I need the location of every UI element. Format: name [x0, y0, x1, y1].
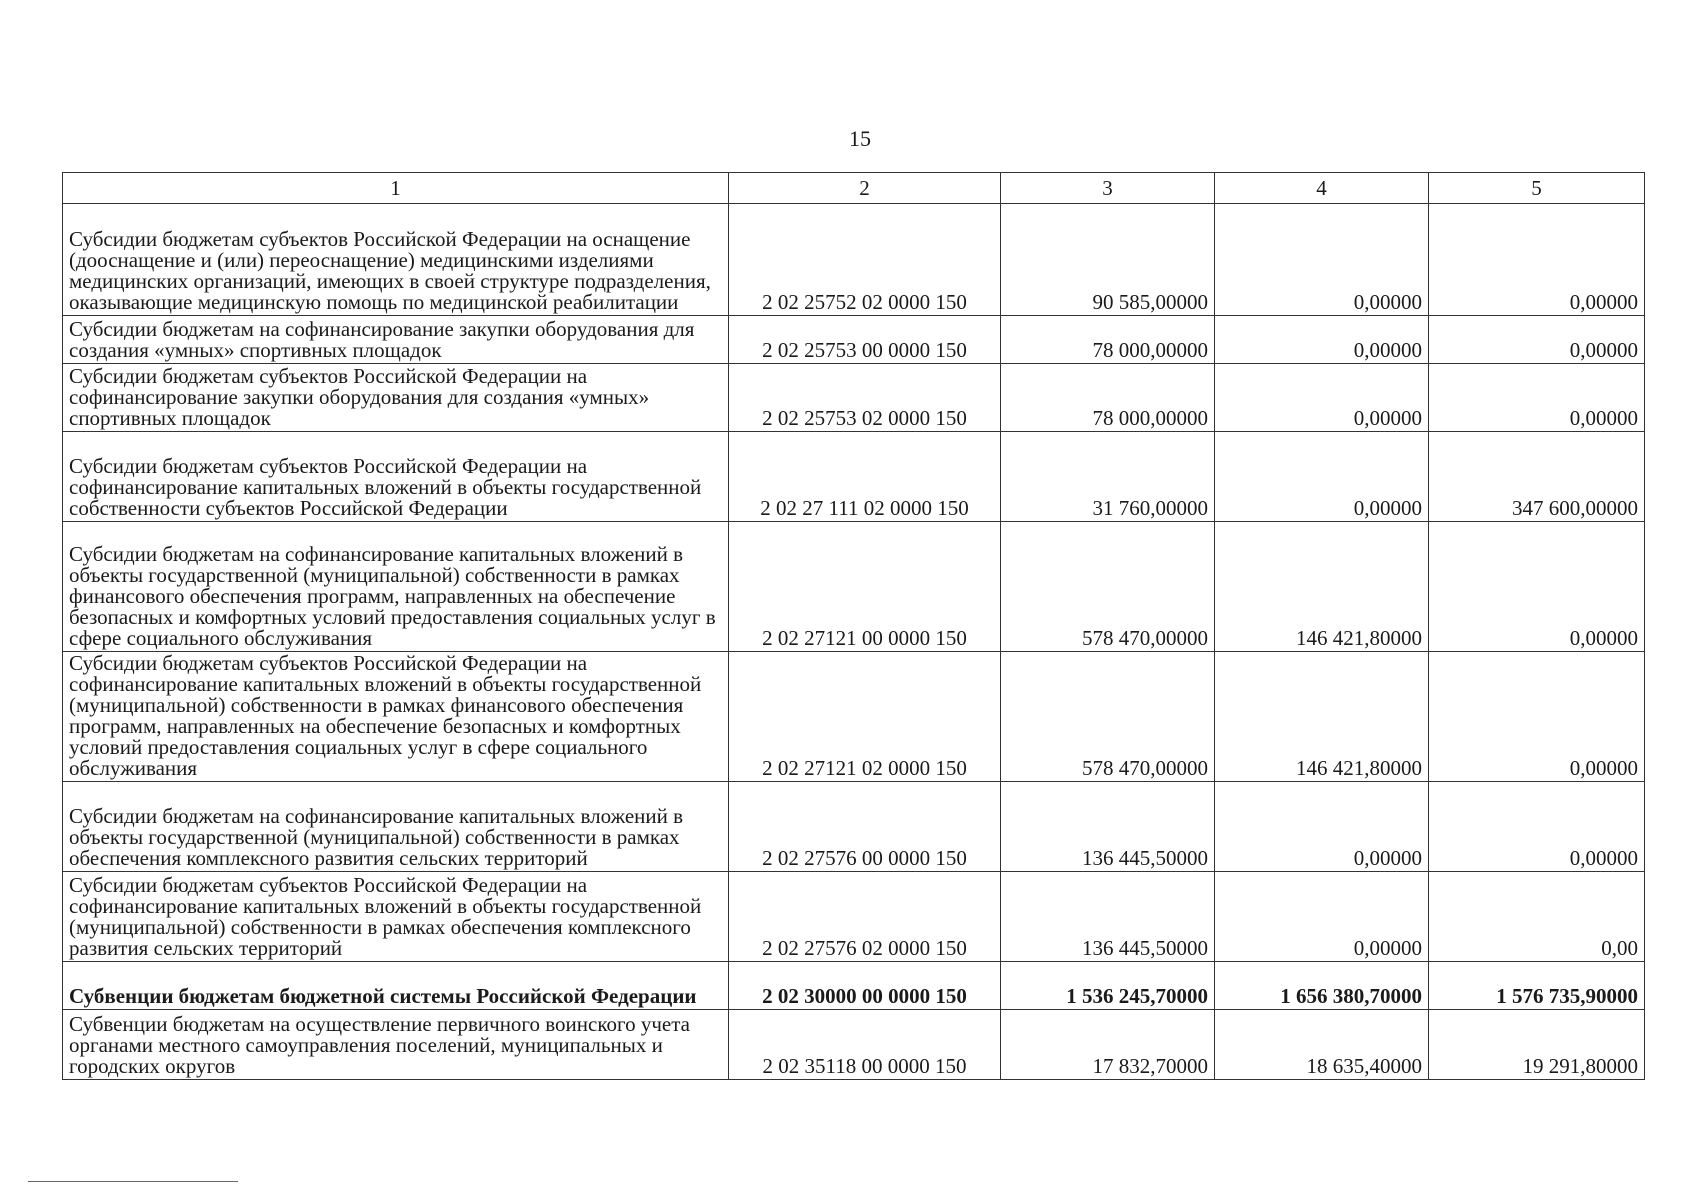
row-code: 2 02 27576 02 0000 150 — [729, 872, 1001, 962]
row-value-col5: 19 291,80000 — [1429, 1010, 1645, 1080]
table-row — [63, 364, 1645, 432]
row-value-col4: 0,00000 — [1215, 316, 1429, 364]
table-row — [63, 204, 1645, 316]
row-code: 2 02 27576 00 0000 150 — [729, 782, 1001, 872]
budget-revenue-table — [62, 172, 1645, 1080]
row-value-col3: 17 832,70000 — [1001, 1010, 1215, 1080]
table-row — [63, 316, 1645, 364]
table-row — [63, 962, 1645, 1010]
row-value-col3: 78 000,00000 — [1001, 316, 1215, 364]
row-value-col3: 136 445,50000 — [1001, 872, 1215, 962]
row-description: Субсидии бюджетам субъектов Российской Федерации на софинансирование капитальных вложений в объекты государственной (муниципальной) собственности в рамках финансового обеспечения программ, направленных на обеспечение безопасных и комфортных условий предоставления социальных услуг в сфере социального обслуживания — [63, 652, 729, 782]
row-code: 2 02 25753 00 0000 150 — [729, 316, 1001, 364]
row-value-col3: 136 445,50000 — [1001, 782, 1215, 872]
table-header-row — [63, 173, 1645, 204]
row-value-col4: 1 656 380,70000 — [1215, 962, 1429, 1010]
table-row — [63, 782, 1645, 872]
row-value-col3: 578 470,00000 — [1001, 522, 1215, 652]
row-value-col3: 578 470,00000 — [1001, 652, 1215, 782]
row-code: 2 02 25753 02 0000 150 — [729, 364, 1001, 432]
column-header: 5 — [1429, 173, 1645, 204]
row-value-col5: 0,00000 — [1429, 782, 1645, 872]
row-code: 2 02 27121 00 0000 150 — [729, 522, 1001, 652]
row-value-col4: 0,00000 — [1215, 782, 1429, 872]
row-value-col5: 0,00000 — [1429, 316, 1645, 364]
row-value-col4: 0,00000 — [1215, 364, 1429, 432]
column-header: 3 — [1001, 173, 1215, 204]
row-value-col3: 90 585,00000 — [1001, 204, 1215, 316]
row-value-col5: 0,00000 — [1429, 522, 1645, 652]
row-description: Субсидии бюджетам на софинансирование закупки оборудования для создания «умных» спортивных площадок — [63, 316, 729, 364]
column-header: 2 — [729, 173, 1001, 204]
table-row — [63, 522, 1645, 652]
column-header: 1 — [63, 173, 729, 204]
row-value-col4: 18 635,40000 — [1215, 1010, 1429, 1080]
table-row — [63, 872, 1645, 962]
row-value-col3: 78 000,00000 — [1001, 364, 1215, 432]
row-description: Субсидии бюджетам субъектов Российской Федерации на софинансирование капитальных вложений в объекты государственной (муниципальной) собственности в рамках обеспечения комплексного развития сельских территорий — [63, 872, 729, 962]
row-value-col5: 0,00000 — [1429, 364, 1645, 432]
row-value-col5: 1 576 735,90000 — [1429, 962, 1645, 1010]
table-row — [63, 432, 1645, 522]
column-header: 4 — [1215, 173, 1429, 204]
row-code: 2 02 30000 00 0000 150 — [729, 962, 1001, 1010]
row-description: Субсидии бюджетам на софинансирование капитальных вложений в объекты государственной (муниципальной) собственности в рамках финансового обеспечения программ, направленных на обеспечение безопасных и комфортных условий предоставления социальных услуг в сфере социального обслуживания — [63, 522, 729, 652]
row-value-col5: 0,00000 — [1429, 204, 1645, 316]
row-value-col4: 0,00000 — [1215, 204, 1429, 316]
row-description: Субсидии бюджетам на софинансирование капитальных вложений в объекты государственной (муниципальной) собственности в рамках обеспечения комплексного развития сельских территорий — [63, 782, 729, 872]
row-value-col3: 31 760,00000 — [1001, 432, 1215, 522]
row-value-col3: 1 536 245,70000 — [1001, 962, 1215, 1010]
row-code: 2 02 25752 02 0000 150 — [729, 204, 1001, 316]
page-number: 15 — [849, 126, 871, 151]
row-value-col4: 146 421,80000 — [1215, 652, 1429, 782]
row-description: Субвенции бюджетам на осуществление первичного воинского учета органами местного самоуправления поселений, муниципальных и городских округов — [63, 1010, 729, 1080]
row-description: Субсидии бюджетам субъектов Российской Федерации на софинансирование капитальных вложений в объекты государственной собственности субъектов Российской Федерации — [63, 432, 729, 522]
row-value-col4: 0,00000 — [1215, 872, 1429, 962]
row-value-col4: 146 421,80000 — [1215, 522, 1429, 652]
row-description: Субсидии бюджетам субъектов Российской Федерации на софинансирование закупки оборудования для создания «умных» спортивных площадок — [63, 364, 729, 432]
row-value-col5: 0,00000 — [1429, 652, 1645, 782]
footer-divider — [28, 1181, 238, 1182]
row-value-col5: 0,00 — [1429, 872, 1645, 962]
row-value-col4: 0,00000 — [1215, 432, 1429, 522]
row-value-col5: 347 600,00000 — [1429, 432, 1645, 522]
row-description: Субвенции бюджетам бюджетной системы Российской Федерации — [63, 962, 729, 1010]
row-code: 2 02 35118 00 0000 150 — [729, 1010, 1001, 1080]
table-row — [63, 1010, 1645, 1080]
row-code: 2 02 27 111 02 0000 150 — [729, 432, 1001, 522]
row-description: Субсидии бюджетам субъектов Российской Федерации на оснащение (дооснащение и (или) переоснащение) медицинскими изделиями медицинских организаций, имеющих в своей структуре подразделения, оказывающие медицинскую помощь по медицинской реабилитации — [63, 204, 729, 316]
table-row — [63, 652, 1645, 782]
row-code: 2 02 27121 02 0000 150 — [729, 652, 1001, 782]
